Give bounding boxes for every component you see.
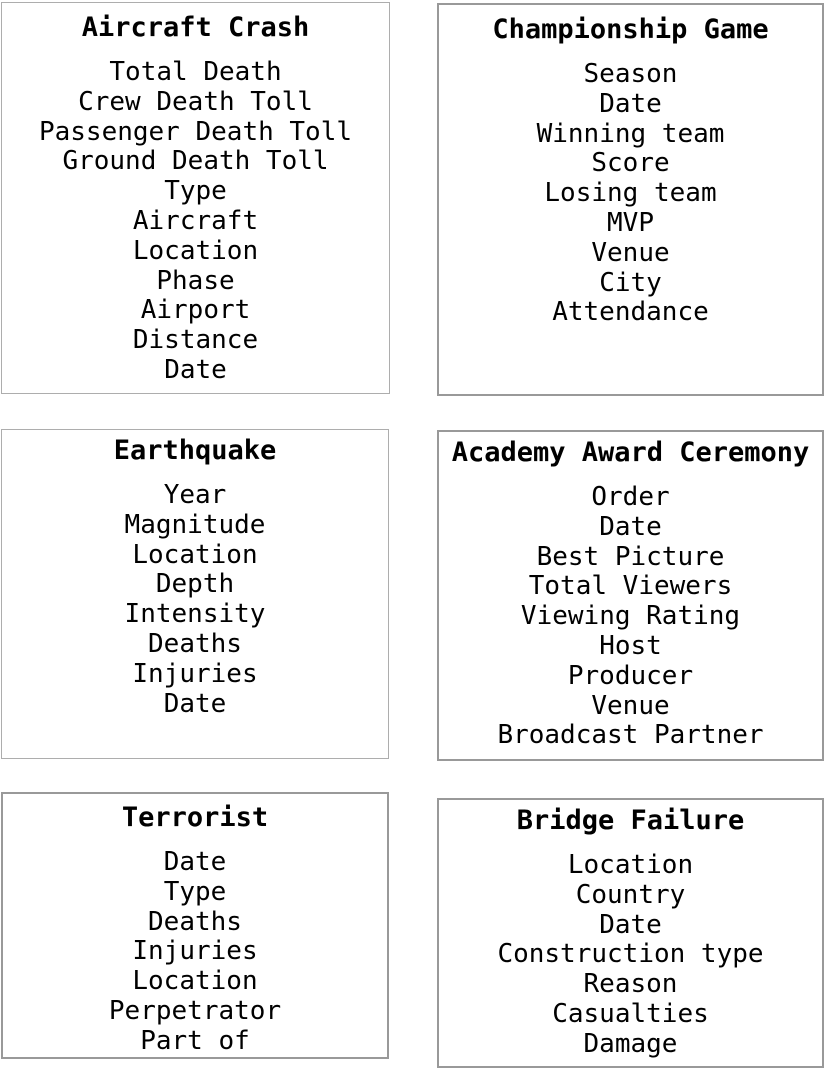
field-item: Depth — [155, 569, 235, 600]
field-item: Date — [599, 511, 662, 542]
card-title: Earthquake — [113, 435, 277, 466]
field-item: Venue — [591, 690, 670, 721]
field-item: Host — [599, 630, 662, 661]
field-item: Viewing Rating — [520, 601, 741, 632]
field-item: Damage — [583, 1028, 678, 1059]
card-title: Aircraft Crash — [81, 12, 310, 43]
card-title: Championship Game — [492, 14, 769, 45]
field-item: Location — [132, 539, 258, 570]
field-item: Date — [599, 88, 662, 119]
schema-card-terrorist — [1, 792, 389, 1059]
field-item: Season — [583, 59, 678, 89]
field-item: Magnitude — [124, 509, 266, 540]
field-item: Injuries — [132, 658, 258, 689]
field-item: Construction type — [497, 939, 764, 970]
field-item: Country — [575, 879, 686, 910]
field-item: Producer — [567, 660, 694, 691]
card-title: Bridge Failure — [516, 805, 745, 836]
field-item: Year — [163, 480, 227, 510]
field-item: Casualties — [552, 998, 709, 1029]
field-item: Location — [132, 966, 258, 997]
field-item: Losing team — [544, 178, 717, 209]
field-list — [439, 483, 822, 751]
field-item: City — [599, 267, 662, 298]
field-item: Total Viewers — [528, 571, 733, 602]
field-item: Best Picture — [536, 541, 725, 572]
card-title: Terrorist — [121, 802, 269, 833]
field-item: Score — [591, 148, 670, 179]
field-item: Perpetrator — [108, 995, 282, 1026]
field-item: Aircraft — [132, 205, 259, 236]
field-item: Deaths — [148, 906, 242, 937]
field-item: Date — [163, 847, 227, 877]
field-item: Airport — [140, 295, 251, 326]
field-item: Type — [163, 876, 227, 907]
field-list — [439, 851, 822, 1060]
field-item: Crew Death Toll — [78, 86, 313, 117]
field-item: Location — [567, 850, 694, 880]
field-item: Passenger Death Toll — [38, 116, 353, 147]
field-item: Venue — [591, 237, 670, 268]
schema-card-bridge-failure — [437, 798, 824, 1068]
field-item: Location — [132, 235, 259, 266]
field-item: Phase — [156, 265, 235, 296]
field-item: Attendance — [552, 297, 709, 328]
field-list — [3, 848, 387, 1057]
field-item: Date — [163, 688, 227, 719]
field-item: Winning team — [536, 118, 725, 149]
schema-card-academy-award-ceremony — [437, 430, 824, 761]
field-item: Reason — [583, 969, 678, 1000]
field-item: Date — [599, 909, 662, 940]
field-item: Date — [164, 354, 227, 385]
schema-card-aircraft-crash — [1, 2, 390, 394]
field-item: Ground Death Toll — [62, 146, 329, 177]
card-title: Academy Award Ceremony — [451, 437, 810, 468]
field-item: Type — [164, 176, 227, 207]
field-item: Part of — [140, 1025, 250, 1056]
field-item: Intensity — [124, 599, 266, 630]
field-item: MVP — [607, 207, 654, 238]
field-item: Distance — [132, 325, 259, 356]
field-list — [439, 60, 822, 328]
field-item: Order — [591, 482, 670, 512]
field-list — [2, 481, 388, 719]
schema-card-earthquake — [1, 429, 389, 759]
field-list — [2, 58, 389, 386]
field-item: Broadcast Partner — [497, 720, 764, 751]
field-item: Injuries — [132, 936, 258, 967]
field-item: Deaths — [148, 628, 242, 659]
field-item: Total Death — [109, 57, 282, 87]
schema-card-championship-game — [437, 3, 824, 396]
